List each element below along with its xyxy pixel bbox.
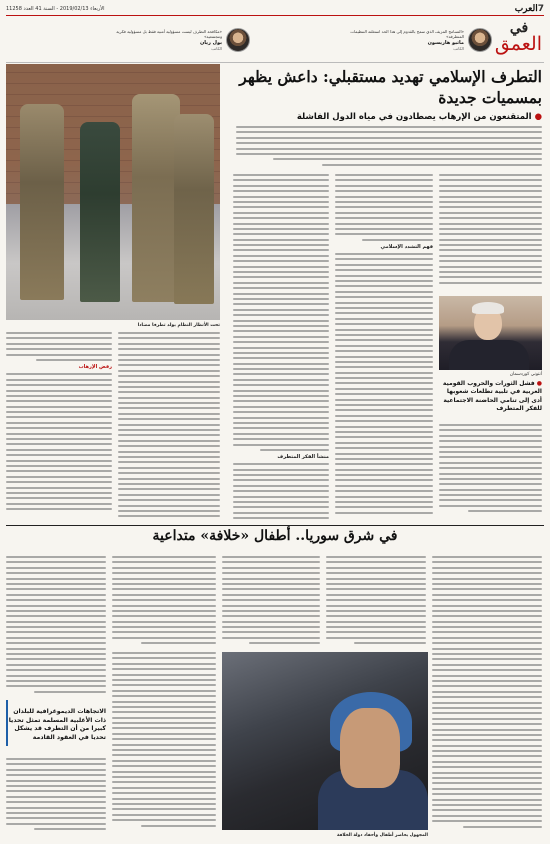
section-subhead: منشأ الفكر المتطرف [277,454,329,461]
text-column-5 [6,332,112,522]
story2-column-5 [6,556,106,696]
photo-caption: تحت الأنظار النظام يولد تطرفا مضادا [137,323,220,328]
page-header [6,4,544,14]
byline-quote: «التسامح المزيف الذي سمح بالقدوم إلى هذا الحد استغلته التنظيمات المتطرفة» [350,28,464,39]
byline-1 [346,20,492,60]
story2-column-1 [432,556,542,836]
child-photo [222,652,428,830]
section-subhead: رفض الإرهاب [78,364,112,371]
story2-column-5b [6,758,106,836]
newspaper-logo: العرب [514,4,538,14]
text-column-2 [335,174,433,522]
story2-column-4 [112,556,216,648]
text-column-3 [233,174,329,522]
second-headline: في شرق سوريا.. أطفال «خلافة» متداعية [152,528,398,544]
lead-paragraph [236,126,542,170]
soldiers-photo [6,64,220,320]
page-number: 7 [537,4,544,14]
byline-2 [104,20,250,60]
story2-column-3 [222,556,320,648]
issue-line: الأربعاء 2019/02/13 - السنة 41 العدد 11258 [6,6,105,12]
byline-title: الكاتب [453,46,464,52]
story-divider [6,525,544,526]
story2-column-4b [112,652,216,836]
text-column-1 [439,174,542,292]
main-subhead-text: المتقنعون من الإرهاب يصطادون في مياه الدول الفاشلة [296,112,532,122]
cordesman-photo [439,296,542,370]
inset-name: أنتوني كوردسمان [509,372,542,377]
byline-name: ماثيو هاريسون [427,40,464,46]
section-label-line1: في [509,20,529,36]
story2-column-2 [326,556,426,648]
byline-quote: «مكافحة التطرف ليست مسؤولية أمنية فقط بل مسؤولية فكرية ومجتمعية» [116,28,222,39]
header-rule [6,15,544,16]
photo-caption-2: المجهول يحاصر أطفال وأحفاد دولة الخلافة [336,833,428,838]
author-avatar [468,28,492,52]
inset-pull-quote: ● فشل الثورات والحروب القومية العربية في تلبية تطلعات شعوبها أدى إلى تنامي الحاضنة الاجتماعية للفكر المتطرف [442,380,542,413]
main-headline: التطرف الإسلامي تهديد مستقبلي: داعش يظهر بمسميات جديدة [239,67,542,107]
inset-pull-quote-text: فشل الثورات والحروب القومية العربية في تلبية تطلعات شعوبها أدى إلى تنامي الحاضنة الاجتماعية للفكر المتطرف [442,380,542,413]
text-column-1b [439,424,542,522]
text-column-4 [118,332,220,522]
story2-pull-quote: الاتجاهات الديموغرافية للبلدان ذات الأغلبية المسلمة تمثل تحديا كبيرا من أن التطرف قد يشكل تحديا في العقود القادمة [8,708,106,741]
section-label [496,22,542,53]
header-divider [6,62,544,63]
section-subhead: فهم التشدد الإسلامي [380,244,433,251]
main-subhead: ● المتقنعون من الإرهاب يصطادون في مياه الدول الفاشلة [296,112,542,122]
byline-name: بول ريان [200,40,222,46]
section-label-line2: العمق [494,33,542,55]
byline-title: الكاتب [211,46,222,52]
author-avatar [226,28,250,52]
